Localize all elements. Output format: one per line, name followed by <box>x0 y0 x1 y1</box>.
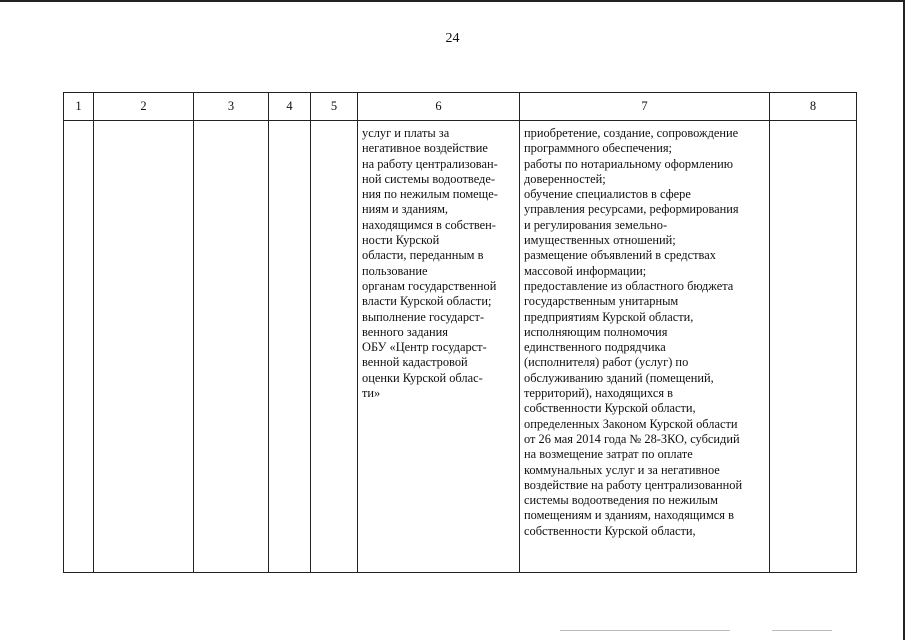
cell-col-7 <box>520 121 770 573</box>
col7-line: предприятиям Курской области, <box>524 309 694 324</box>
scan-artifact-line <box>772 630 832 631</box>
col7-line: (исполнителя) работ (услуг) по <box>524 355 689 370</box>
col7-line: воздействие на работу централизованной <box>524 477 743 492</box>
cell-col-6 <box>358 121 520 573</box>
col7-line: помещениям и зданиям, находящимся в <box>524 508 734 523</box>
col6-line: ной системы водоотведе- <box>362 171 495 186</box>
col7-line: приобретение, создание, сопровождение <box>524 126 739 140</box>
scan-top-edge <box>0 0 905 2</box>
col7-line: управления ресурсами, реформирования <box>524 202 739 217</box>
col7-line: обслуживанию зданий (помещений, <box>524 370 714 385</box>
col7-line: обучение специалистов в сфере <box>524 187 691 202</box>
col7-line: размещение объявлений в средствах <box>524 248 716 263</box>
cell-col-4 <box>269 121 311 573</box>
col7-line: определенных Законом Курской области <box>524 416 738 431</box>
col7-line: собственности Курской области, <box>524 523 696 538</box>
col7-line: работы по нотариальному оформлению <box>524 156 733 171</box>
cell-col-3 <box>194 121 269 573</box>
col7-line: на возмещение затрат по оплате <box>524 447 693 462</box>
col7-line: доверенностей; <box>524 171 606 186</box>
scan-artifact-line <box>560 630 730 631</box>
col6-line: услуг и платы за <box>362 126 450 140</box>
table-row <box>64 121 857 573</box>
col7-line: имущественных отношений; <box>524 233 676 248</box>
header-cell-5: 5 <box>311 93 358 121</box>
col6-line: ти» <box>362 386 381 401</box>
col6-line: ОБУ «Центр государст- <box>362 340 487 355</box>
cell-col-2 <box>94 121 194 573</box>
table-header-row <box>64 93 857 121</box>
col6-line: выполнение государст- <box>362 309 485 324</box>
col7-line: программного обеспечения; <box>524 141 672 156</box>
col7-line: и регулирования земельно- <box>524 217 668 232</box>
header-cell-4: 4 <box>269 93 311 121</box>
cell-col-1 <box>64 121 94 573</box>
col7-line: исполняющим полномочия <box>524 324 668 339</box>
col6-line: пользование <box>362 263 428 278</box>
cell-col-5 <box>311 121 358 573</box>
col7-line: массовой информации; <box>524 263 647 278</box>
col7-line: от 26 мая 2014 года № 28-ЗКО, субсидий <box>524 431 740 446</box>
header-cell-2: 2 <box>94 93 194 121</box>
col6-line: на работу централизован- <box>362 156 498 171</box>
header-cell-8: 8 <box>770 93 857 121</box>
col6-line: ности Курской <box>362 233 440 248</box>
col6-line: оценки Курской облас- <box>362 370 483 385</box>
col7-line: собственности Курской области, <box>524 401 696 416</box>
col6-line: венной кадастровой <box>362 355 468 370</box>
col7-line: коммунальных услуг и за негативное <box>524 462 720 477</box>
col6-line: власти Курской области; <box>362 294 492 309</box>
col7-line: государственным унитарным <box>524 294 679 309</box>
col6-line: венного задания <box>362 324 448 339</box>
col6-line: органам государственной <box>362 278 497 293</box>
col7-line: предоставление из областного бюджета <box>524 278 734 293</box>
col6-line: ния по нежилым помеще- <box>362 187 498 202</box>
cell-col-8 <box>770 121 857 573</box>
header-cell-3: 3 <box>194 93 269 121</box>
col6-line: ниям и зданиям, <box>362 202 449 217</box>
col7-line: системы водоотведения по нежилым <box>524 493 718 508</box>
col7-line: единственного подрядчика <box>524 340 666 355</box>
page-number: 24 <box>445 31 460 46</box>
header-cell-1: 1 <box>64 93 94 121</box>
budget-table <box>63 92 857 573</box>
col6-line: негативное воздействие <box>362 141 488 156</box>
header-cell-7: 7 <box>520 93 770 121</box>
col6-line: находящимся в собствен- <box>362 217 496 232</box>
col7-line: территорий), находящихся в <box>524 386 674 401</box>
header-cell-6: 6 <box>358 93 520 121</box>
col6-line: области, переданным в <box>362 248 484 263</box>
